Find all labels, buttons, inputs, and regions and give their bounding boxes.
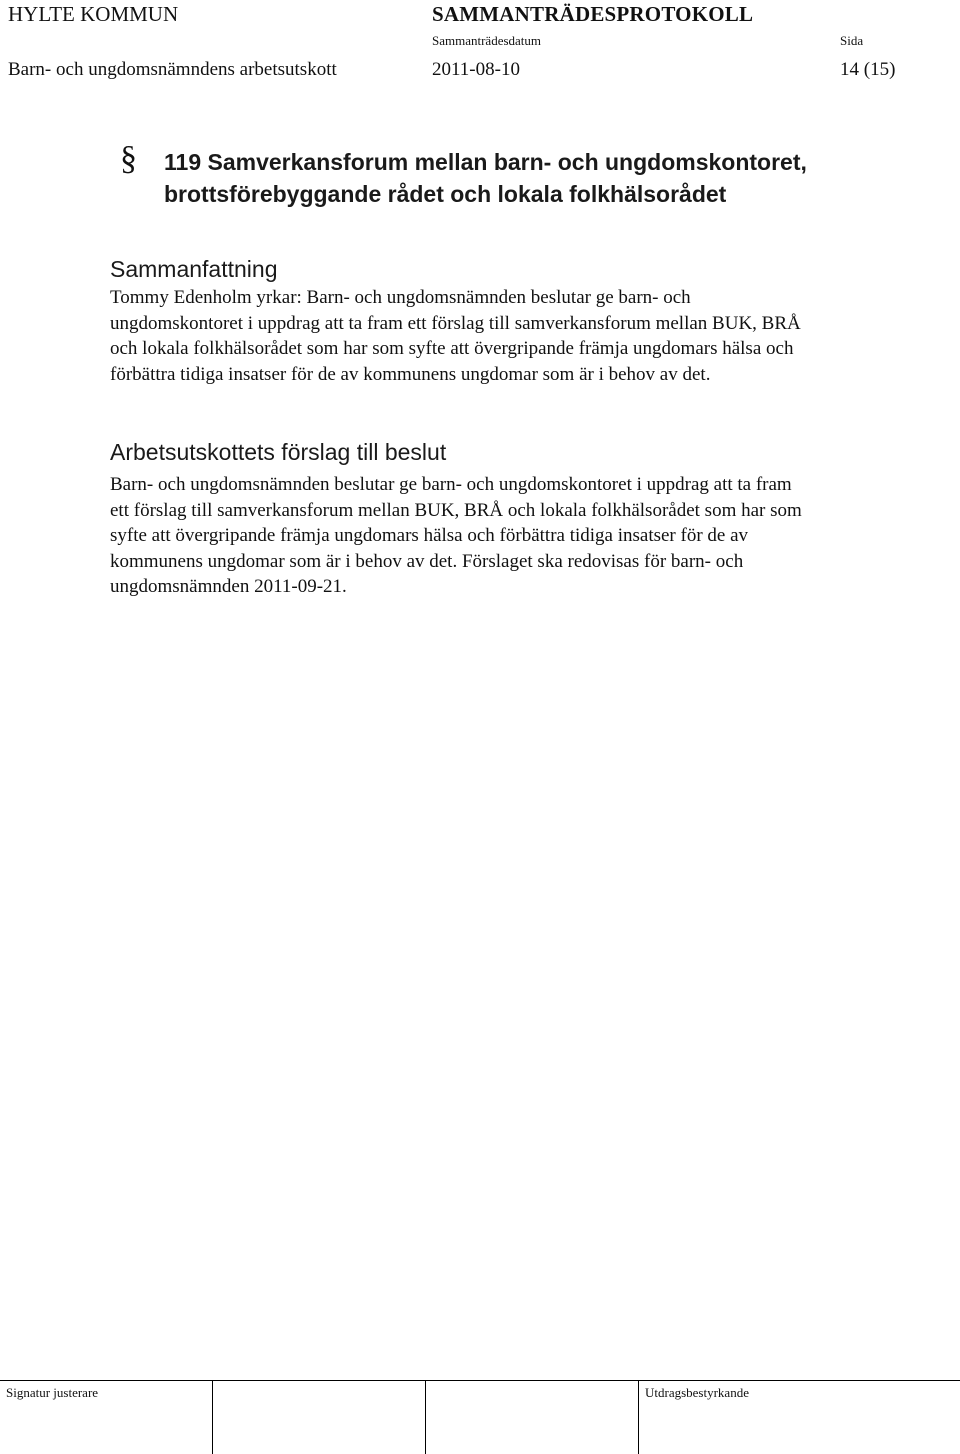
- committee-name: Barn- och ungdomsnämndens arbetsutskott: [8, 59, 337, 80]
- proposal-paragraph: [110, 472, 802, 600]
- footer-column-divider: [638, 1380, 639, 1454]
- summary-line: och lokala folkhälsorådet som har som syfte att övergripande främja ungdomars hälsa och: [110, 338, 794, 360]
- footer-column-divider: [212, 1380, 213, 1454]
- summary-paragraph: [110, 285, 801, 387]
- proposal-line: syfte att övergripande främja ungdomars hälsa och förbättra tidiga insatser för de av: [110, 525, 749, 547]
- document-type: SAMMANTRÄDESPROTOKOLL: [432, 2, 754, 26]
- proposal-line: Barn- och ungdomsnämnden beslutar ge barn- och ungdomskontoret i uppdrag att ta fram: [110, 474, 792, 495]
- summary-line: ungdomskontoret i uppdrag att ta fram ett förslag till samverkansforum mellan BUK, BRÅ: [110, 312, 801, 334]
- meeting-date-label: Sammanträdesdatum: [432, 33, 542, 48]
- summary-heading: Sammanfattning: [110, 256, 278, 282]
- proposal-heading: Arbetsutskottets förslag till beslut: [110, 439, 447, 465]
- proposal-line: ett förslag till samverkansforum mellan BUK, BRÅ och lokala folkhälsorådet som har som: [110, 499, 802, 521]
- signature-label: Signatur justerare: [6, 1385, 99, 1400]
- proposal-line: ungdomsnämnden 2011-09-21.: [110, 576, 347, 598]
- section-title: [164, 146, 924, 210]
- meeting-date: 2011-08-10: [432, 59, 520, 80]
- section-sign: §: [120, 140, 137, 177]
- page-label: Sida: [840, 33, 864, 48]
- summary-line: Tommy Edenholm yrkar: Barn- och ungdomsnämnden beslutar ge barn- och: [110, 287, 691, 308]
- organization-name: HYLTE KOMMUN: [8, 2, 179, 26]
- extract-label: Utdragsbestyrkande: [645, 1385, 749, 1400]
- section-title-line: 119 Samverkansforum mellan barn- och ungdomskontoret,: [164, 149, 807, 175]
- page-number: 14 (15): [840, 59, 896, 80]
- proposal-line: kommunens ungdomar som är i behov av det. Förslaget ska redovisas för barn- och: [110, 550, 744, 572]
- footer-divider: [0, 1380, 960, 1381]
- summary-line: förbättra tidiga insatser för de av kommunens ungdomar som är i behov av det.: [110, 363, 711, 385]
- footer-column-divider: [425, 1380, 426, 1454]
- section-title-line: brottsförebyggande rådet och lokala folkhälsorådet: [164, 181, 727, 207]
